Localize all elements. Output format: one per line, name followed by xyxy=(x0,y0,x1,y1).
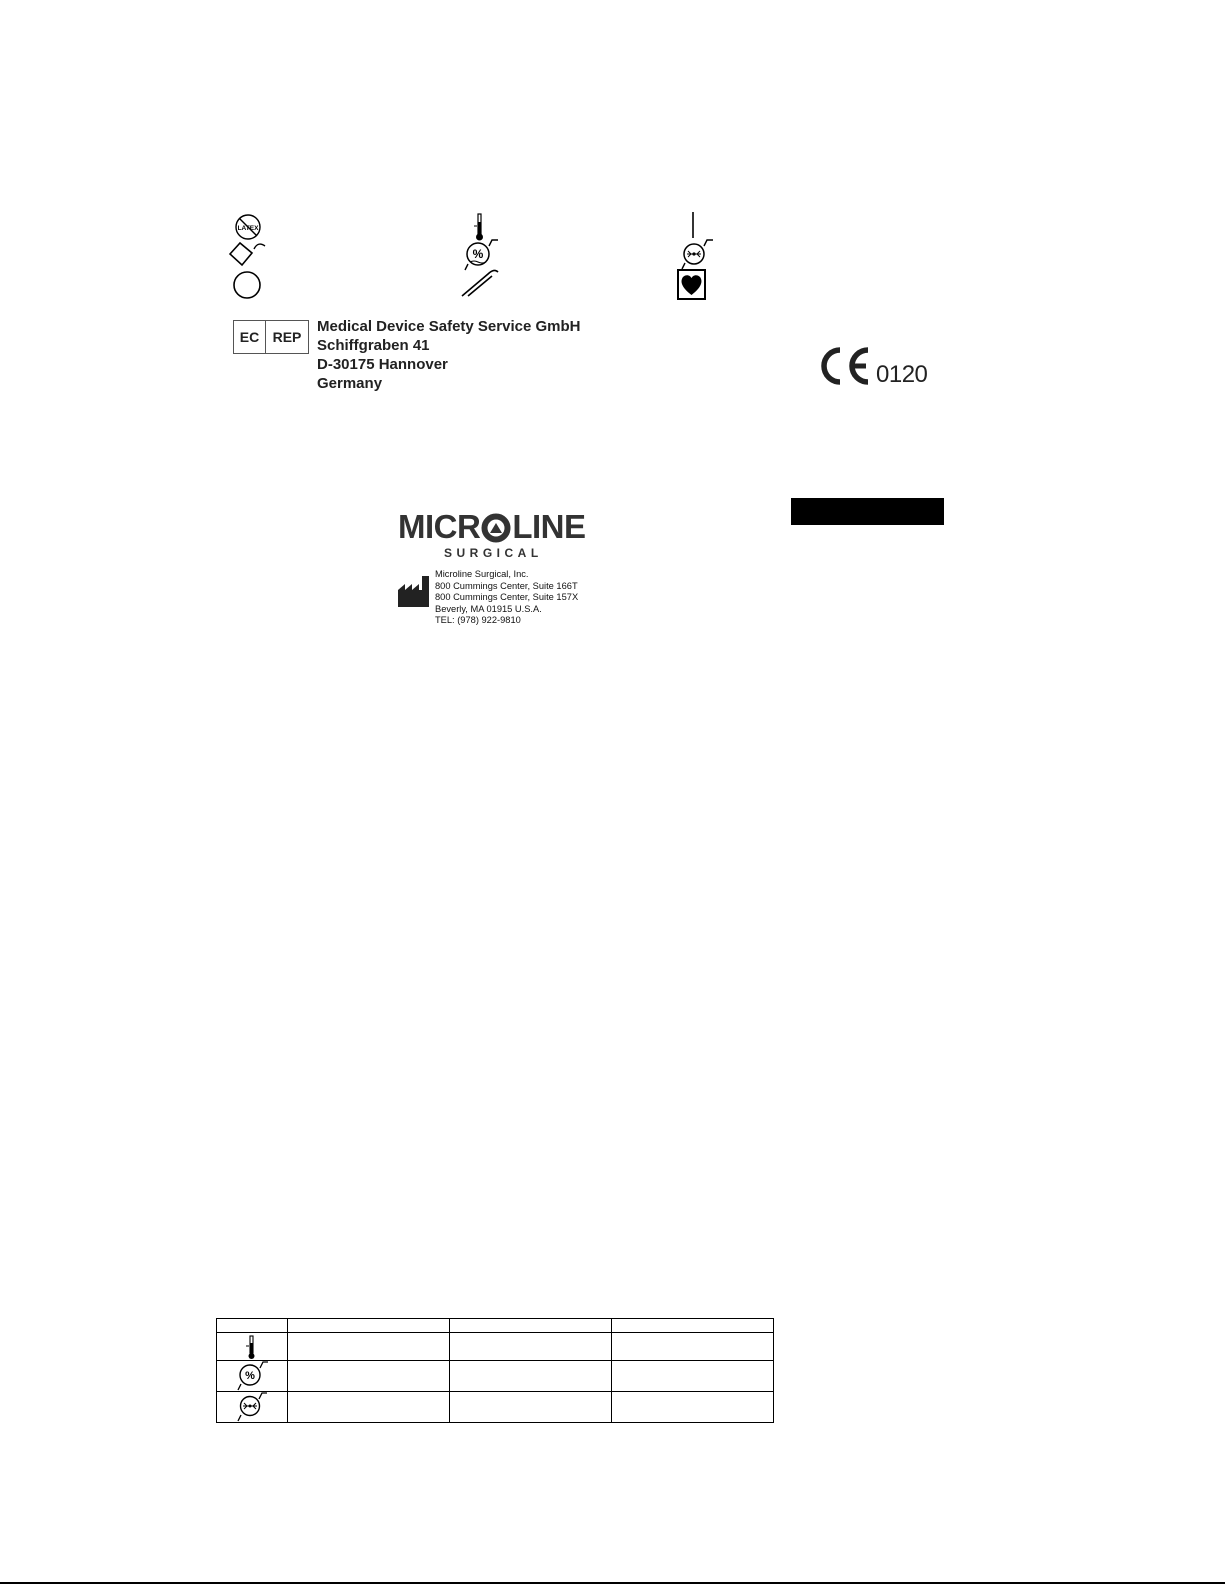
ce-mark-icon xyxy=(818,346,872,386)
pressure-limit-icon xyxy=(680,238,720,272)
manufacturer-address xyxy=(435,569,578,627)
latex-label: LATEX xyxy=(237,225,259,232)
logo-prefix: MICR xyxy=(398,508,481,545)
address-line: Germany xyxy=(317,375,383,392)
notified-body-number: 0120 xyxy=(876,361,928,388)
table-header-cell xyxy=(450,1319,612,1333)
ec-rep-symbol xyxy=(233,320,309,354)
limits-table xyxy=(216,1318,774,1423)
brand-subtitle: SURGICAL xyxy=(444,546,543,560)
logo-suffix: LINE xyxy=(512,508,586,545)
table-row xyxy=(217,1333,774,1361)
table-cell xyxy=(450,1333,612,1361)
manufacturer-line: 800 Cummings Center, Suite 166T xyxy=(435,580,578,591)
vertical-line-icon xyxy=(691,212,695,238)
table-cell xyxy=(288,1361,450,1392)
svg-text:%: % xyxy=(472,247,484,261)
table-cell xyxy=(612,1361,774,1392)
ec-label: EC xyxy=(234,321,266,353)
table-row xyxy=(217,1361,774,1392)
table-cell xyxy=(612,1333,774,1361)
redaction-bar xyxy=(791,498,944,525)
table-header-cell xyxy=(217,1319,288,1333)
manufacturer-line: TEL: (978) 922-9810 xyxy=(435,615,521,626)
table-symbol-cell xyxy=(217,1392,288,1423)
page-bottom-rule xyxy=(0,1582,1225,1584)
circle-icon xyxy=(233,271,263,301)
table-header-cell xyxy=(612,1319,774,1333)
humidity-limit-icon xyxy=(235,1361,269,1391)
protect-from-heat-icon xyxy=(677,269,707,301)
address-line: D-30175 Hannover xyxy=(317,356,448,373)
svg-text:%: % xyxy=(245,1370,255,1382)
table-header-cell xyxy=(288,1319,450,1333)
pressure-limit-icon xyxy=(235,1392,269,1422)
address-line: Medical Device Safety Service GmbH xyxy=(317,318,581,335)
table-cell xyxy=(288,1333,450,1361)
table-cell xyxy=(450,1361,612,1392)
table-cell xyxy=(612,1392,774,1423)
table-cell xyxy=(288,1392,450,1423)
rep-label: REP xyxy=(272,329,302,345)
humidity-limit-icon xyxy=(462,238,502,272)
table-symbol-cell xyxy=(217,1333,288,1361)
ec-rep-address xyxy=(317,317,580,393)
latex-free-icon xyxy=(235,214,261,240)
table-row xyxy=(217,1392,774,1423)
address-line: Schiffgraben 41 xyxy=(317,337,430,354)
table-header-row xyxy=(217,1319,774,1333)
manufacturer-line: Microline Surgical, Inc. xyxy=(435,569,529,579)
temperature-limit-icon xyxy=(245,1334,259,1360)
brand-logo xyxy=(398,508,586,546)
single-use-icon xyxy=(460,268,500,298)
manufacturer-icon xyxy=(398,574,430,608)
keep-dry-icon xyxy=(228,241,272,267)
manufacturer-line: 800 Cummings Center, Suite 157X xyxy=(435,592,579,603)
table-symbol-cell xyxy=(217,1361,288,1392)
manufacturer-line: Beverly, MA 01915 U.S.A. xyxy=(435,603,542,614)
table-cell xyxy=(450,1392,612,1423)
logo-o-icon xyxy=(481,513,511,543)
